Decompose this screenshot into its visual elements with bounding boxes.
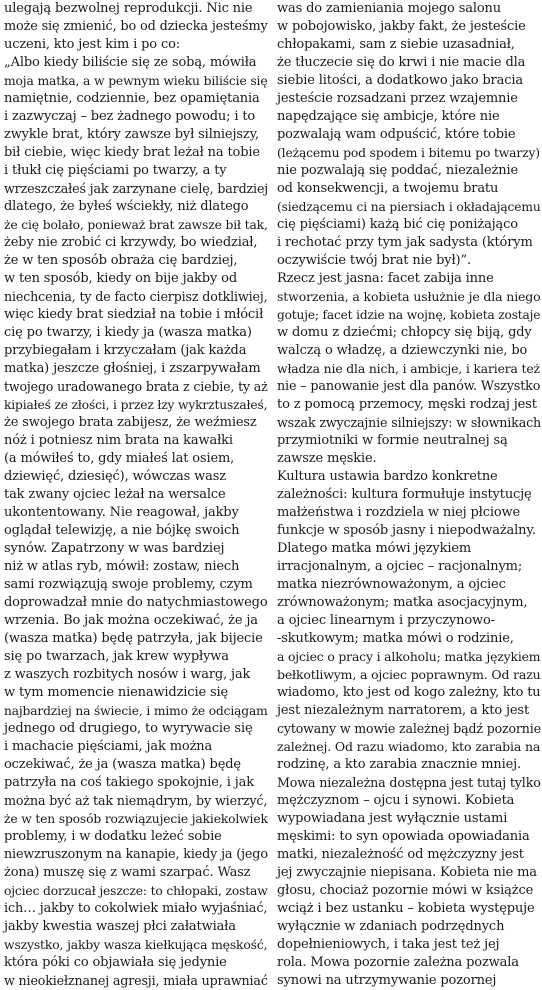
text-line: tak zwany ojciec leżał na wersalce [4,487,226,502]
text-line: zależnej. Od razu wiadomo, kto zarabia na [277,739,541,754]
text-line: żeby nie zrobić ci krzywdy, bo wiedział, [4,235,258,250]
left-text-column [4,0,269,990]
text-line: w nieokiełznanej agresji, miała uprawniać [4,973,268,988]
text-line: wszak zwyczajnie silniejszy: w słownikach [277,415,542,430]
text-line: cię po twarzy, i kiedy ja (wasza matka) [4,325,252,340]
text-line: oglądał telewizję, a nie bójkę swoich [4,523,240,538]
text-line: że swojego brata zabijesz, że weźmiesz [4,415,257,430]
text-line: was do zamieniania mojego salonu [277,1,501,16]
text-line: matka) jeszcze głośniej, i zszarpywałam [4,361,261,376]
text-line: ukontentowany. Nie reagował, jakby [4,505,239,520]
text-line: to z pomocą przemocy, męski rodzaj jest [277,397,537,412]
text-line: bełkotliwym, a ojciec poprawnym. Od razu [277,667,541,682]
text-line: Rzecz jest jasna: facet zabija inne [277,271,494,286]
text-line: funkcje w sposób jasny i niepodważalny. [277,523,536,538]
text-line: może się zmienić, bo od dziecka jesteśmy [4,19,268,34]
text-line: rola. Mowa pozornie zależna pozwala [277,955,519,970]
text-line: Dlatego matka mówi językiem [277,541,472,556]
text-line: napędzające się ambicje, które nie [277,109,500,124]
text-line: mężczyznom – ojcu i synowi. Kobieta [277,793,515,808]
text-line: (siedzącemu ci na piersiach i okładającemu [277,200,541,214]
text-line: i tłukł cię pięściami po twarzy, a ty [4,163,227,178]
text-line: (leżącemu pod spodem i bitemu po twarzy) [277,146,540,160]
text-line: ojciec dorzucał jeszcze: to chłopaki, zostaw [4,884,268,898]
text-line: jakby kwestia waszej płci załatwiała [4,919,236,934]
text-line: zrównoważonym; matka asocjacyjnym, [277,595,528,610]
text-line: w tym momencie nienawidzicie się [4,685,229,700]
text-line: i rechotać przy tym jak sadysta (którym [277,235,533,250]
text-line: oczekiwać, że ja (wasza matka) będę [4,757,241,772]
text-line: zależności: kultura formułuje instytucję [277,487,532,502]
text-line: (wasza matka) będę patrzyła, jak bijecie [4,631,263,646]
text-line: nie pozwalają się poddać, niezależnie [277,163,518,178]
text-line: matka niezrównoważonym, a ojciec [277,577,506,592]
text-line: ich… jakby to cokolwiek miało wyjaśniać, [4,901,268,916]
text-line: niewzruszonym na kanapie, kiedy ja (jego [4,847,268,862]
text-line: wrzeszczałeś jak zarzynane cielę, bardziej [4,181,269,196]
text-line: władza nie dla nich, i ambicje, i kariera też [277,362,540,376]
text-line: męskimi: to syn opowiada opowiadania [277,829,530,844]
text-line: a ojciec linearnym i przyczynowo- [277,613,495,628]
text-line: walczą o władzę, a dziewczynki nie, bo [277,343,528,358]
right-text-column [277,0,542,990]
text-line: że w ten sposób rozwiązujecie jakiekolwiek [4,812,268,826]
text-line: oczywiście twój brat nie był)”. [277,253,471,268]
text-line: małżeństwa i rozdziela w niej płciowe [277,505,521,520]
text-line: wiadomo, kto jest od kogo zależny, kto tu [277,685,541,700]
text-line: dlatego, że byłeś wściekły, niż dlatego [4,199,249,214]
text-line: bił ciebie, więc kiedy brat leżał na tobie [4,145,260,160]
text-line: cytowany w mowie zależnej bądź pozornie [277,721,541,736]
text-line: w domu z dziećmi; chłopcy się biją, gdy [277,325,532,340]
text-line: najbardziej na świecie, i mimo że odciągam [4,704,268,718]
text-line: zwykle brat, który zawsze był silniejszy, [4,127,260,142]
text-line: synów. Zapatrzony w was bardziej [4,541,225,556]
text-line: dopełnieniowych, i taka jest też jej [277,937,500,952]
text-line: więc kiedy brat siedział na tobie i młócił [4,307,264,322]
text-line: jej zwyczajnie niepisana. Kobieta nie ma [277,865,537,880]
text-line: nóż i potniesz nim brata na kawałki [4,433,233,448]
text-line: synowi na utrzymywanie pozornej [277,973,497,988]
text-line: wszystko, jakby wasza kiełkująca męskość, [4,938,268,952]
text-line: w pobojowisko, jakby fakt, że jesteście [277,19,526,34]
text-line: siebie litości, a dodatkowo jako bracia [277,73,523,88]
text-line: a ojciec o pracy i alkoholu; matka językiem [277,650,541,664]
text-line: wypowiadana jest wyłącznie ustami [277,811,508,826]
text-line: niechcenia, ty de facto cierpisz dotkliwiej, [4,289,268,304]
text-line: -skutkowym; matka mówi o rodzinie, [277,631,514,646]
text-line: się po twarzach, jak krew wypływa [4,649,229,664]
text-line: która póki co objawiała się jedynie [4,955,227,970]
text-line: jednego od drugiego, to wyrywacie się [4,721,253,736]
text-line: (a mówiłeś to, gdy miałeś lat osiem, [4,451,235,466]
text-line: gotuje; facet idzie na wojnę, kobieta zostaje [277,308,541,322]
text-line: niż w atlas ryb, mówił: zostaw, niech [4,559,240,574]
text-line: chłopakami, sam z siebie uzasadniał, [277,37,515,52]
text-line: Mowa niezależna dostępna jest tutaj tylko [277,775,541,790]
text-line: ulegają bezwolnej reprodukcji. Nic nie [4,1,253,16]
text-line: głosu, chociaż pozornie mówi w książce [277,883,534,898]
text-line: twojego uradowanego brata z ciebie, ty aż [4,379,268,394]
text-line: nie – panowanie jest dla panów. Wszystko [277,379,541,394]
text-line: Kultura ustawia bardzo konkretne [277,469,498,484]
text-line: kipiałeś ze złości, i przez łzy wykrztuszałeś, [4,398,268,412]
text-line: matki, niezależność od mężczyzny jest [277,847,524,862]
text-line: przymiotniki w formie neutralnej są [277,433,508,448]
text-line: wciąż i bez ustanku – kobieta występuje [277,901,535,916]
text-line: można być aż tak niemądrym, by wierzyć, [4,793,268,808]
text-line: przybiegałam i krzyczałam (jak każda [4,343,247,358]
text-line: „Albo kiedy biliście się ze sobą, mówiła [4,55,257,70]
text-line: żona) muszę się z wami szarpać. Wasz [4,865,251,880]
text-line: że tłuczecie się do krwi i nie macie dla [277,55,526,70]
text-line: cię pięściami) każą bić cię poniżająco [277,217,518,232]
text-line: i zazwyczaj – bez żadnego powodu; i to [4,109,256,124]
text-line: dziewięć, dziesięć), wówczas wasz [4,469,226,484]
text-line: w ten sposób, kiedy on bije jakby od [4,271,237,286]
text-line: że w ten sposób obraża cię bardziej, [4,253,238,268]
text-line: od konsekwencji, a twojemu bratu [277,181,499,196]
text-line: stworzenia, a kobieta usłużnie je dla niego [277,289,541,304]
text-line: problemy, i w dodatku leżeć sobie [4,829,222,844]
text-line: jesteście rozsadzani przez wzajemnie [277,91,518,106]
text-line: patrzyła na coś takiego spokojnie, i jak [4,775,254,790]
text-line: zawsze męskie. [277,451,377,466]
text-line: uczeni, kto jest kim i po co: [4,37,181,52]
text-line: moja matka, a w pewnym wieku biliście się [4,74,268,88]
text-line: wyłącznie w zdaniach podrzędnych [277,919,505,934]
text-line: sami rozwiązują swoje problemy, czym [4,577,253,592]
text-line: pozwalają wam odpuścić, które tobie [277,127,516,142]
text-line: jest niezależnym narratorem, a kto jest [277,703,530,718]
text-line: rodzinę, a kto zarabia znacznie mniej. [277,757,522,772]
text-line: doprowadzał mnie do natychmiastowego [4,595,268,610]
text-line: wrzenia. Bo jak można oczekiwać, że ja [4,613,258,628]
text-line: namiętnie, codziennie, bez opamiętania [4,91,260,106]
text-line: że cię bolało, ponieważ brat zawsze bił tak, [4,218,268,232]
text-line: irracjonalnym, a ojciec – racjonalnym; [277,559,523,574]
text-line: i machacie pięściami, jak można [4,739,213,754]
text-line: z waszych rozbitych nosów i warg, jak [4,667,251,682]
